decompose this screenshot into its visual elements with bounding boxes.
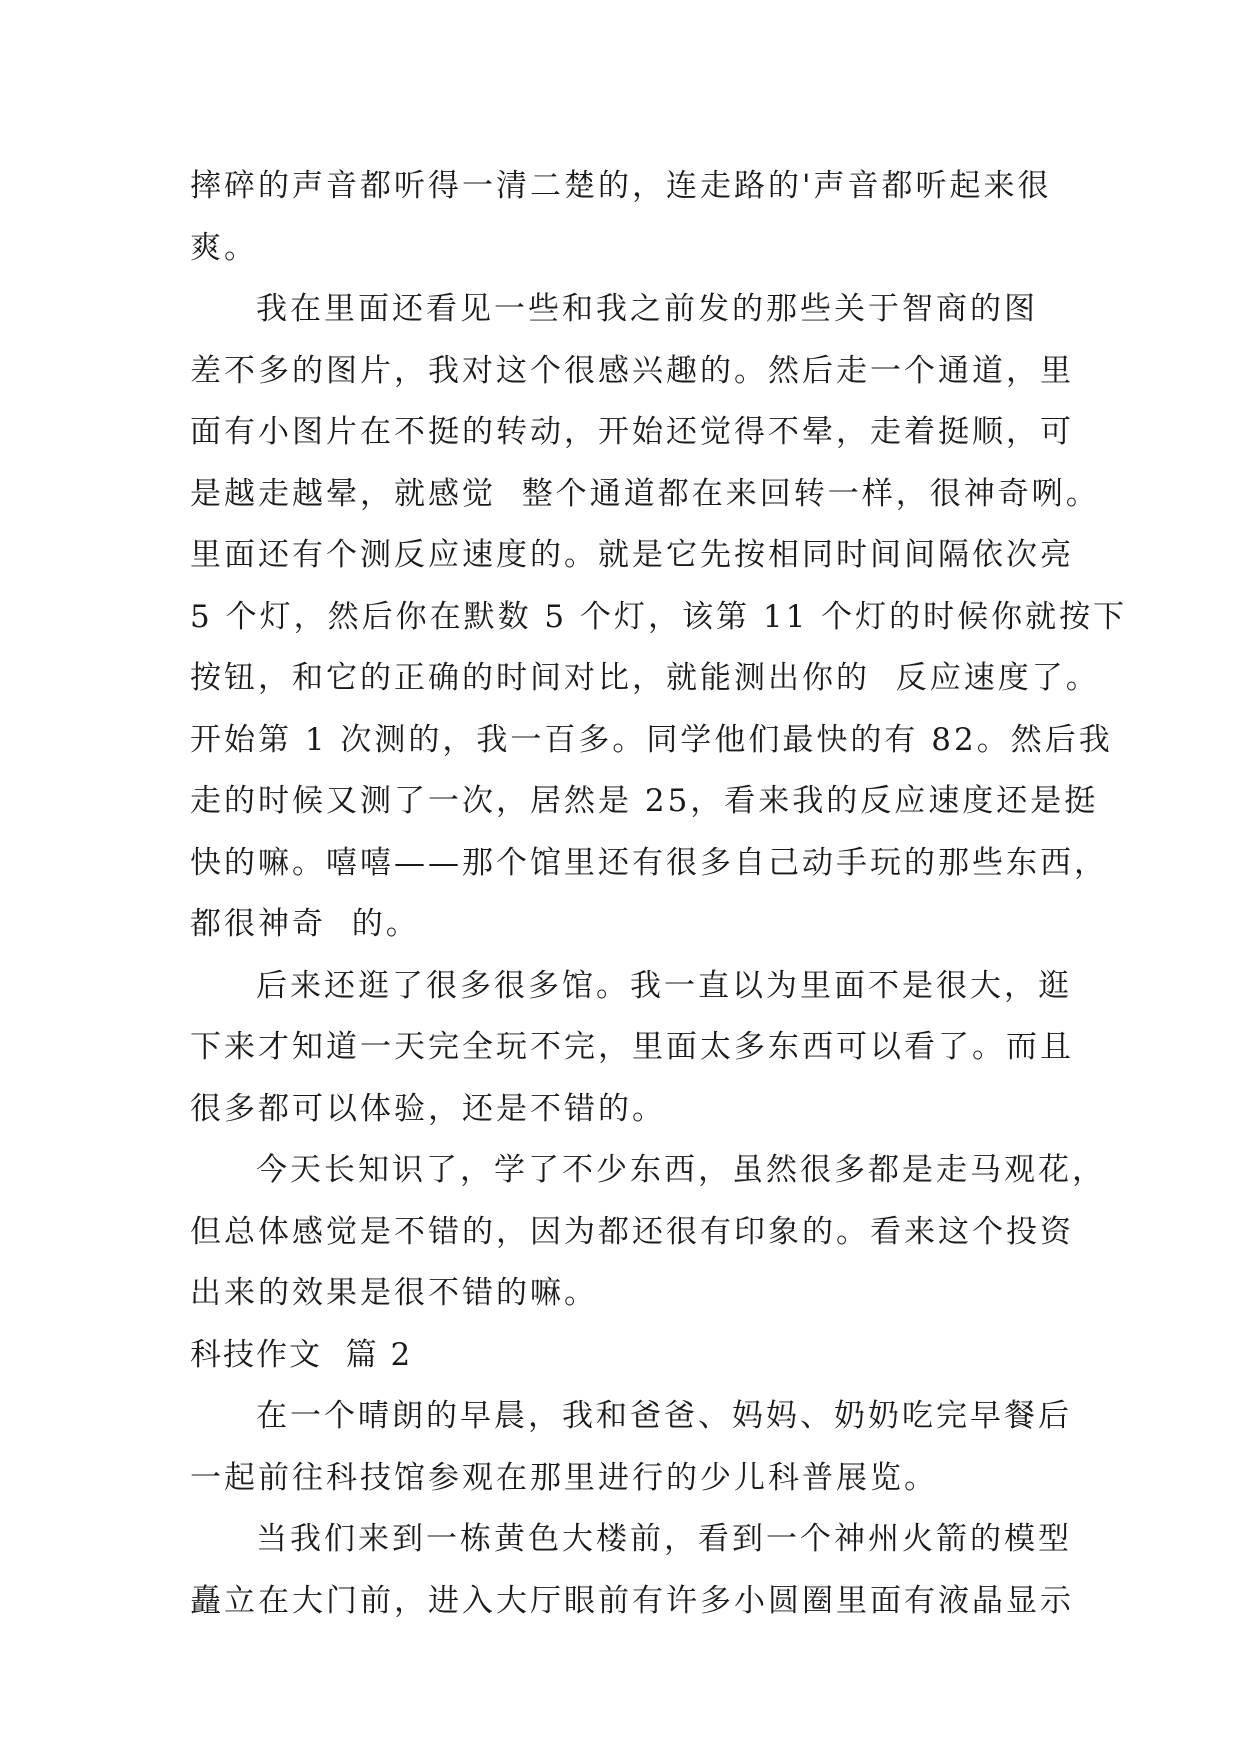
text-line: 爽。 — [190, 229, 258, 266]
text-line: 开始第 1 次测的，我一百多。同学他们最快的有 82。然后我 — [190, 721, 1113, 758]
paragraph-start-line: 我在里面还看见一些和我之前发的那些关于智商的图 — [256, 291, 1038, 327]
text-line: 矗立在大门前，进入大厅眼前有许多小圆圈里面有液晶显示 — [190, 1582, 1074, 1619]
text-line: 出来的效果是很不错的嘛。 — [190, 1275, 598, 1311]
text-line: 都很神奇 的。 — [190, 906, 420, 942]
text-line: 下来才知道一天完全玩不完，里面太多东西可以看了。而且 — [190, 1029, 1074, 1065]
text-line: 是越走越晕，就感觉 整个通道都在来回转一样，很神奇咧。 — [190, 475, 1100, 512]
section-heading: 科技作文 篇 2 — [190, 1336, 413, 1373]
text-line: 走的时候又测了一次，居然是 25，看来我的反应速度还是挺 — [190, 783, 1099, 819]
text-line: 但总体感觉是不错的，因为都还很有印象的。看来这个投资 — [190, 1213, 1074, 1250]
paragraph-start-line: 后来还逛了很多很多馆。我一直以为里面不是很大，逛 — [256, 967, 1072, 1004]
text-line: 一起前往科技馆参观在那里进行的少儿科普展览。 — [190, 1459, 938, 1496]
document-body — [190, 156, 1128, 1632]
text-line: 面有小图片在不挺的转动，开始还觉得不晕，走着挺顺，可 — [190, 414, 1074, 450]
paragraph-start-line: 在一个晴朗的早晨，我和爸爸、妈妈、奶奶吃完早餐后 — [256, 1398, 1072, 1434]
text-line: 按钮，和它的正确的时间对比，就能测出你的 反应速度了。 — [190, 660, 1100, 696]
text-line: 快的嘛。嘻嘻——那个馆里还有很多自己动手玩的那些东西， — [190, 844, 1108, 881]
paragraph-start-line: 当我们来到一栋黄色大楼前，看到一个神州火箭的模型 — [256, 1521, 1072, 1557]
text-line: 很多都可以体验，还是不错的。 — [190, 1090, 666, 1127]
text-line: 摔碎的声音都听得一清二楚的，连走路的'声音都听起来很 — [190, 168, 1052, 204]
paragraph-start-line: 今天长知识了，学了不少东西，虽然很多都是走马观花， — [256, 1152, 1106, 1188]
text-line: 5 个灯，然后你在默数 5 个灯，该第 11 个灯的时候你就按下 — [190, 598, 1128, 635]
text-line: 里面还有个测反应速度的。就是它先按相同时间间隔依次亮 — [190, 537, 1074, 573]
text-line: 差不多的图片，我对这个很感兴趣的。然后走一个通道，里 — [190, 352, 1074, 389]
